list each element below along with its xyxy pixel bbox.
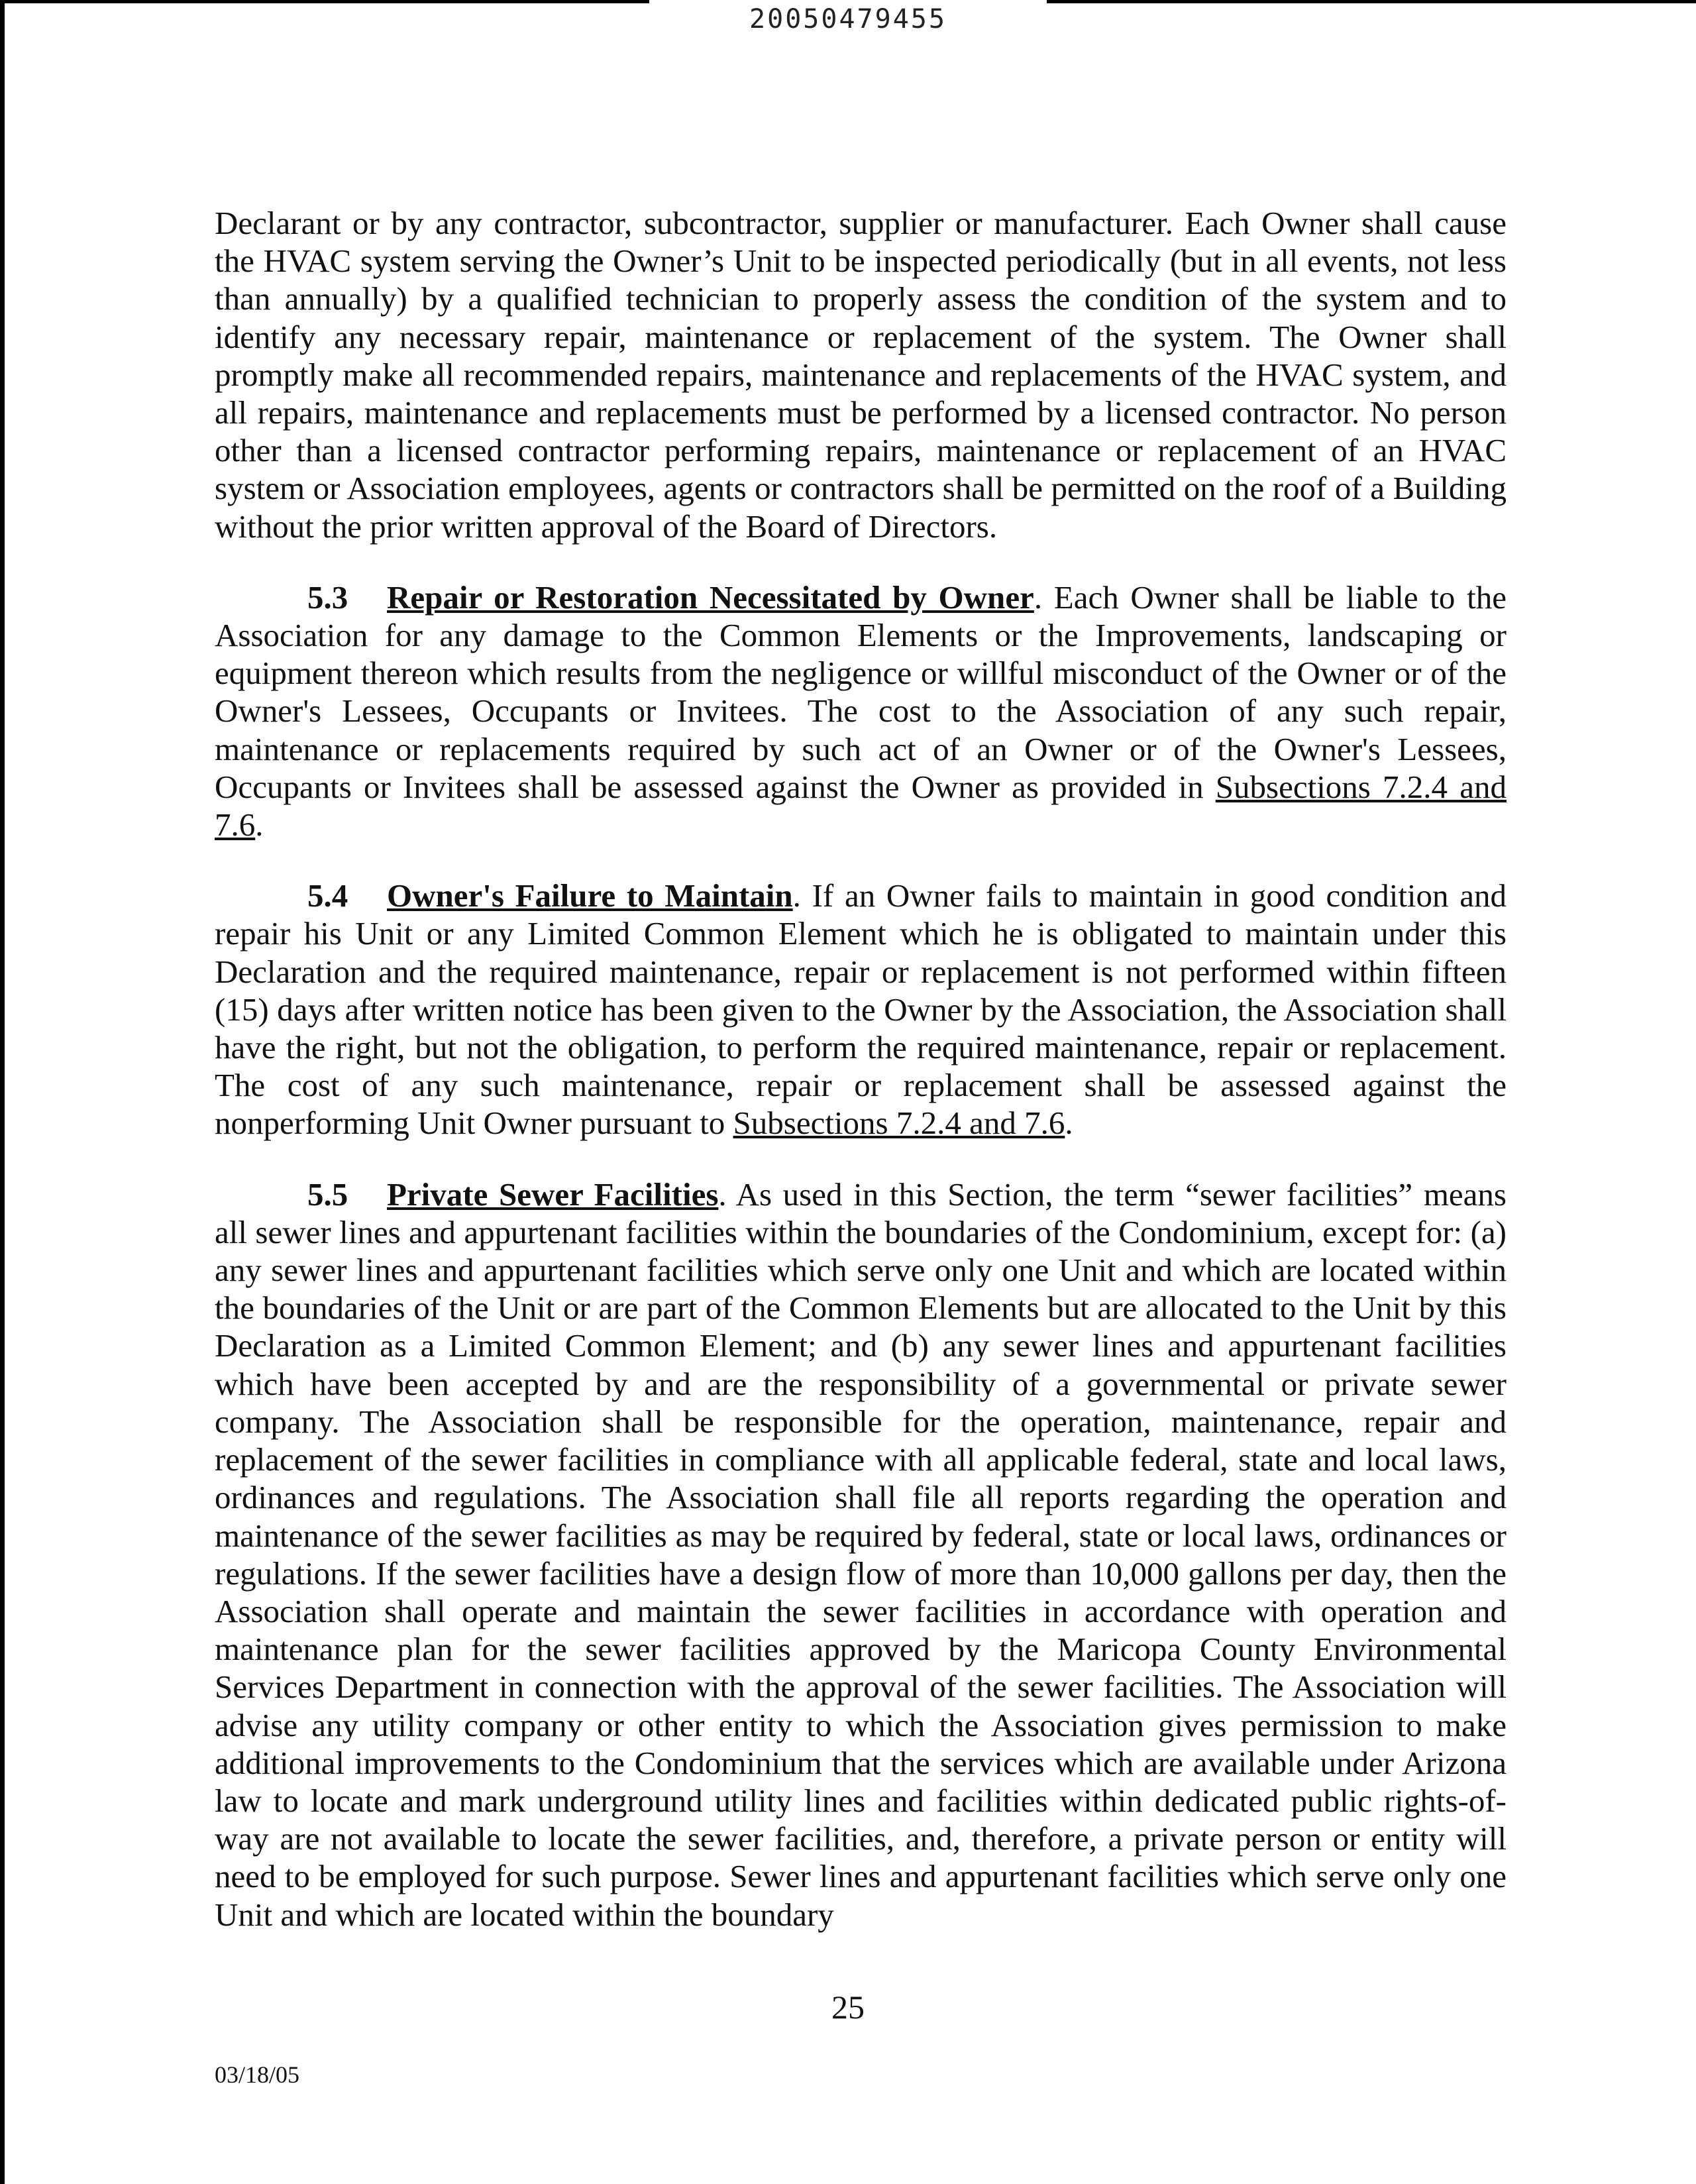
- section-text: . Each Owner shall be liable to the Association for any damage to the Common Elements or the Improvements, landscaping or equipment thereon which results from the negligence or willful misconduct of the Owner or of the Owner's Lessees, Occupants or Invitees. The cost to the Association of any such repair, maintenance or replacements required by such act of an Owner or of the Owner's Lessees, Occupants or Invitees shall be assessed against the Owner as provided in: [215, 578, 1507, 805]
- document-date: 03/18/05: [215, 2061, 300, 2088]
- page-number: 25: [831, 1989, 865, 2026]
- section-title: Repair or Restoration Necessitated by Owner: [387, 578, 1034, 616]
- section-5-3: 5.3 Repair or Restoration Necessitated by Owner. Each Owner shall be liable to the Association for any damage to the Common Elements or the Improvements, landscaping or equipment thereon which results from the negligence or willful misconduct of the Owner or of the Owner's Lessees, Occupants or Invitees. The cost to the Association of any such repair, maintenance or replacements required by such act of an Owner or of the Owner's Lessees, Occupants or Invitees shall be assessed against the Owner as provided in Subsections 7.2.4 and 7.6.: [215, 578, 1507, 844]
- intro-paragraph: Declarant or by any contractor, subcontractor, supplier or manufacturer. Each Owner shall cause the HVAC system serving the Owner’s Unit to be inspected periodically (but in all events, not less than annually) by a qualified technician to properly assess the condition of the system and to identify any necessary repair, maintenance or replacement of the system. The Owner shall promptly make all recommended repairs, maintenance and replacements of the HVAC system, and all repairs, maintenance and replacements must be performed by a licensed contractor. No person other than a licensed contractor performing repairs, maintenance or replacement of an HVAC system or Association employees, agents or contractors shall be permitted on the roof of a Building without the prior written approval of the Board of Directors.: [215, 205, 1507, 545]
- section-text: . If an Owner fails to maintain in good condition and repair his Unit or any Limited Common Element which he is obligated to maintain under this Declaration and the required maintenance, repair or replacement is not performed within fifteen (15) days after written notice has been given to the Owner by the Association, the Association shall have the right, but not the obligation, to perform the required maintenance, repair or replacement. The cost of any such maintenance, repair or replacement shall be assessed against the nonperforming Unit Owner pursuant to: [215, 877, 1507, 1142]
- scan-edge: [0, 0, 5, 2184]
- section-number: 5.4: [307, 877, 348, 914]
- cross-reference: Subsections 7.2.4 and 7.6: [215, 768, 1507, 844]
- top-rule-right: [1047, 0, 1696, 3]
- cross-reference: Subsections 7.2.4 and 7.6: [733, 1105, 1065, 1142]
- section-title: Private Sewer Facilities: [387, 1175, 719, 1213]
- section-text: . As used in this Section, the term “sewer facilities” means all sewer lines and appurtenant facilities within the boundaries of the Condominium, except for: (a) any sewer lines and appurtenant facilities which serve only one Unit and which are located within the boundaries of the Unit or are part of the Common Elements but are allocated to the Unit by this Declaration as a Limited Common Element; and (b) any sewer lines and appurtenant facilities which have been accepted by and are the responsibility of a governmental or private sewer company. The Association shall be responsible for the operation, maintenance, repair and replacement of the sewer facilities in compliance with all applicable federal, state and local laws, ordinances and regulations. The Association shall file all reports regarding the operation and maintenance of the sewer facilities as may be required by federal, state or local laws, ordinances or regulations. If the sewer facilities have a design flow of more than 10,000 gallons per day, then the Association shall operate and maintain the sewer facilities in accordance with operation and maintenance plan for the sewer facilities approved by the Maricopa County Environmental Services Department in connection with the approval of the sewer facilities. The Association will advise any utility company or other entity to which the Association gives permission to make additional improvements to the Condominium that the services which are available under Arizona law to locate and mark underground utility lines and facilities within dedicated public rights-of-way are not available to locate the sewer facilities, and, therefore, a private person or entity will need to be employed for such purpose. Sewer lines and appurtenant facilities which serve only one Unit and which are located within the boundary: [215, 1175, 1507, 1933]
- top-rule-left: [0, 0, 649, 3]
- section-5-5: [215, 1175, 1507, 1934]
- section-5-4: 5.4 Owner's Failure to Maintain. If an Owner fails to maintain in good condition and repair his Unit or any Limited Common Element which he is obligated to maintain under this Declaration and the required maintenance, repair or replacement is not performed within fifteen (15) days after written notice has been given to the Owner by the Association, the Association shall have the right, but not the obligation, to perform the required maintenance, repair or replacement. The cost of any such maintenance, repair or replacement shall be assessed against the nonperforming Unit Owner pursuant to Subsections 7.2.4 and 7.6.: [215, 877, 1507, 1142]
- page-body: [215, 204, 1507, 1934]
- section-number: 5.5: [307, 1175, 348, 1213]
- section-title: Owner's Failure to Maintain: [387, 877, 793, 914]
- document-number: 20050479455: [749, 4, 947, 34]
- section-number: 5.3: [307, 578, 348, 616]
